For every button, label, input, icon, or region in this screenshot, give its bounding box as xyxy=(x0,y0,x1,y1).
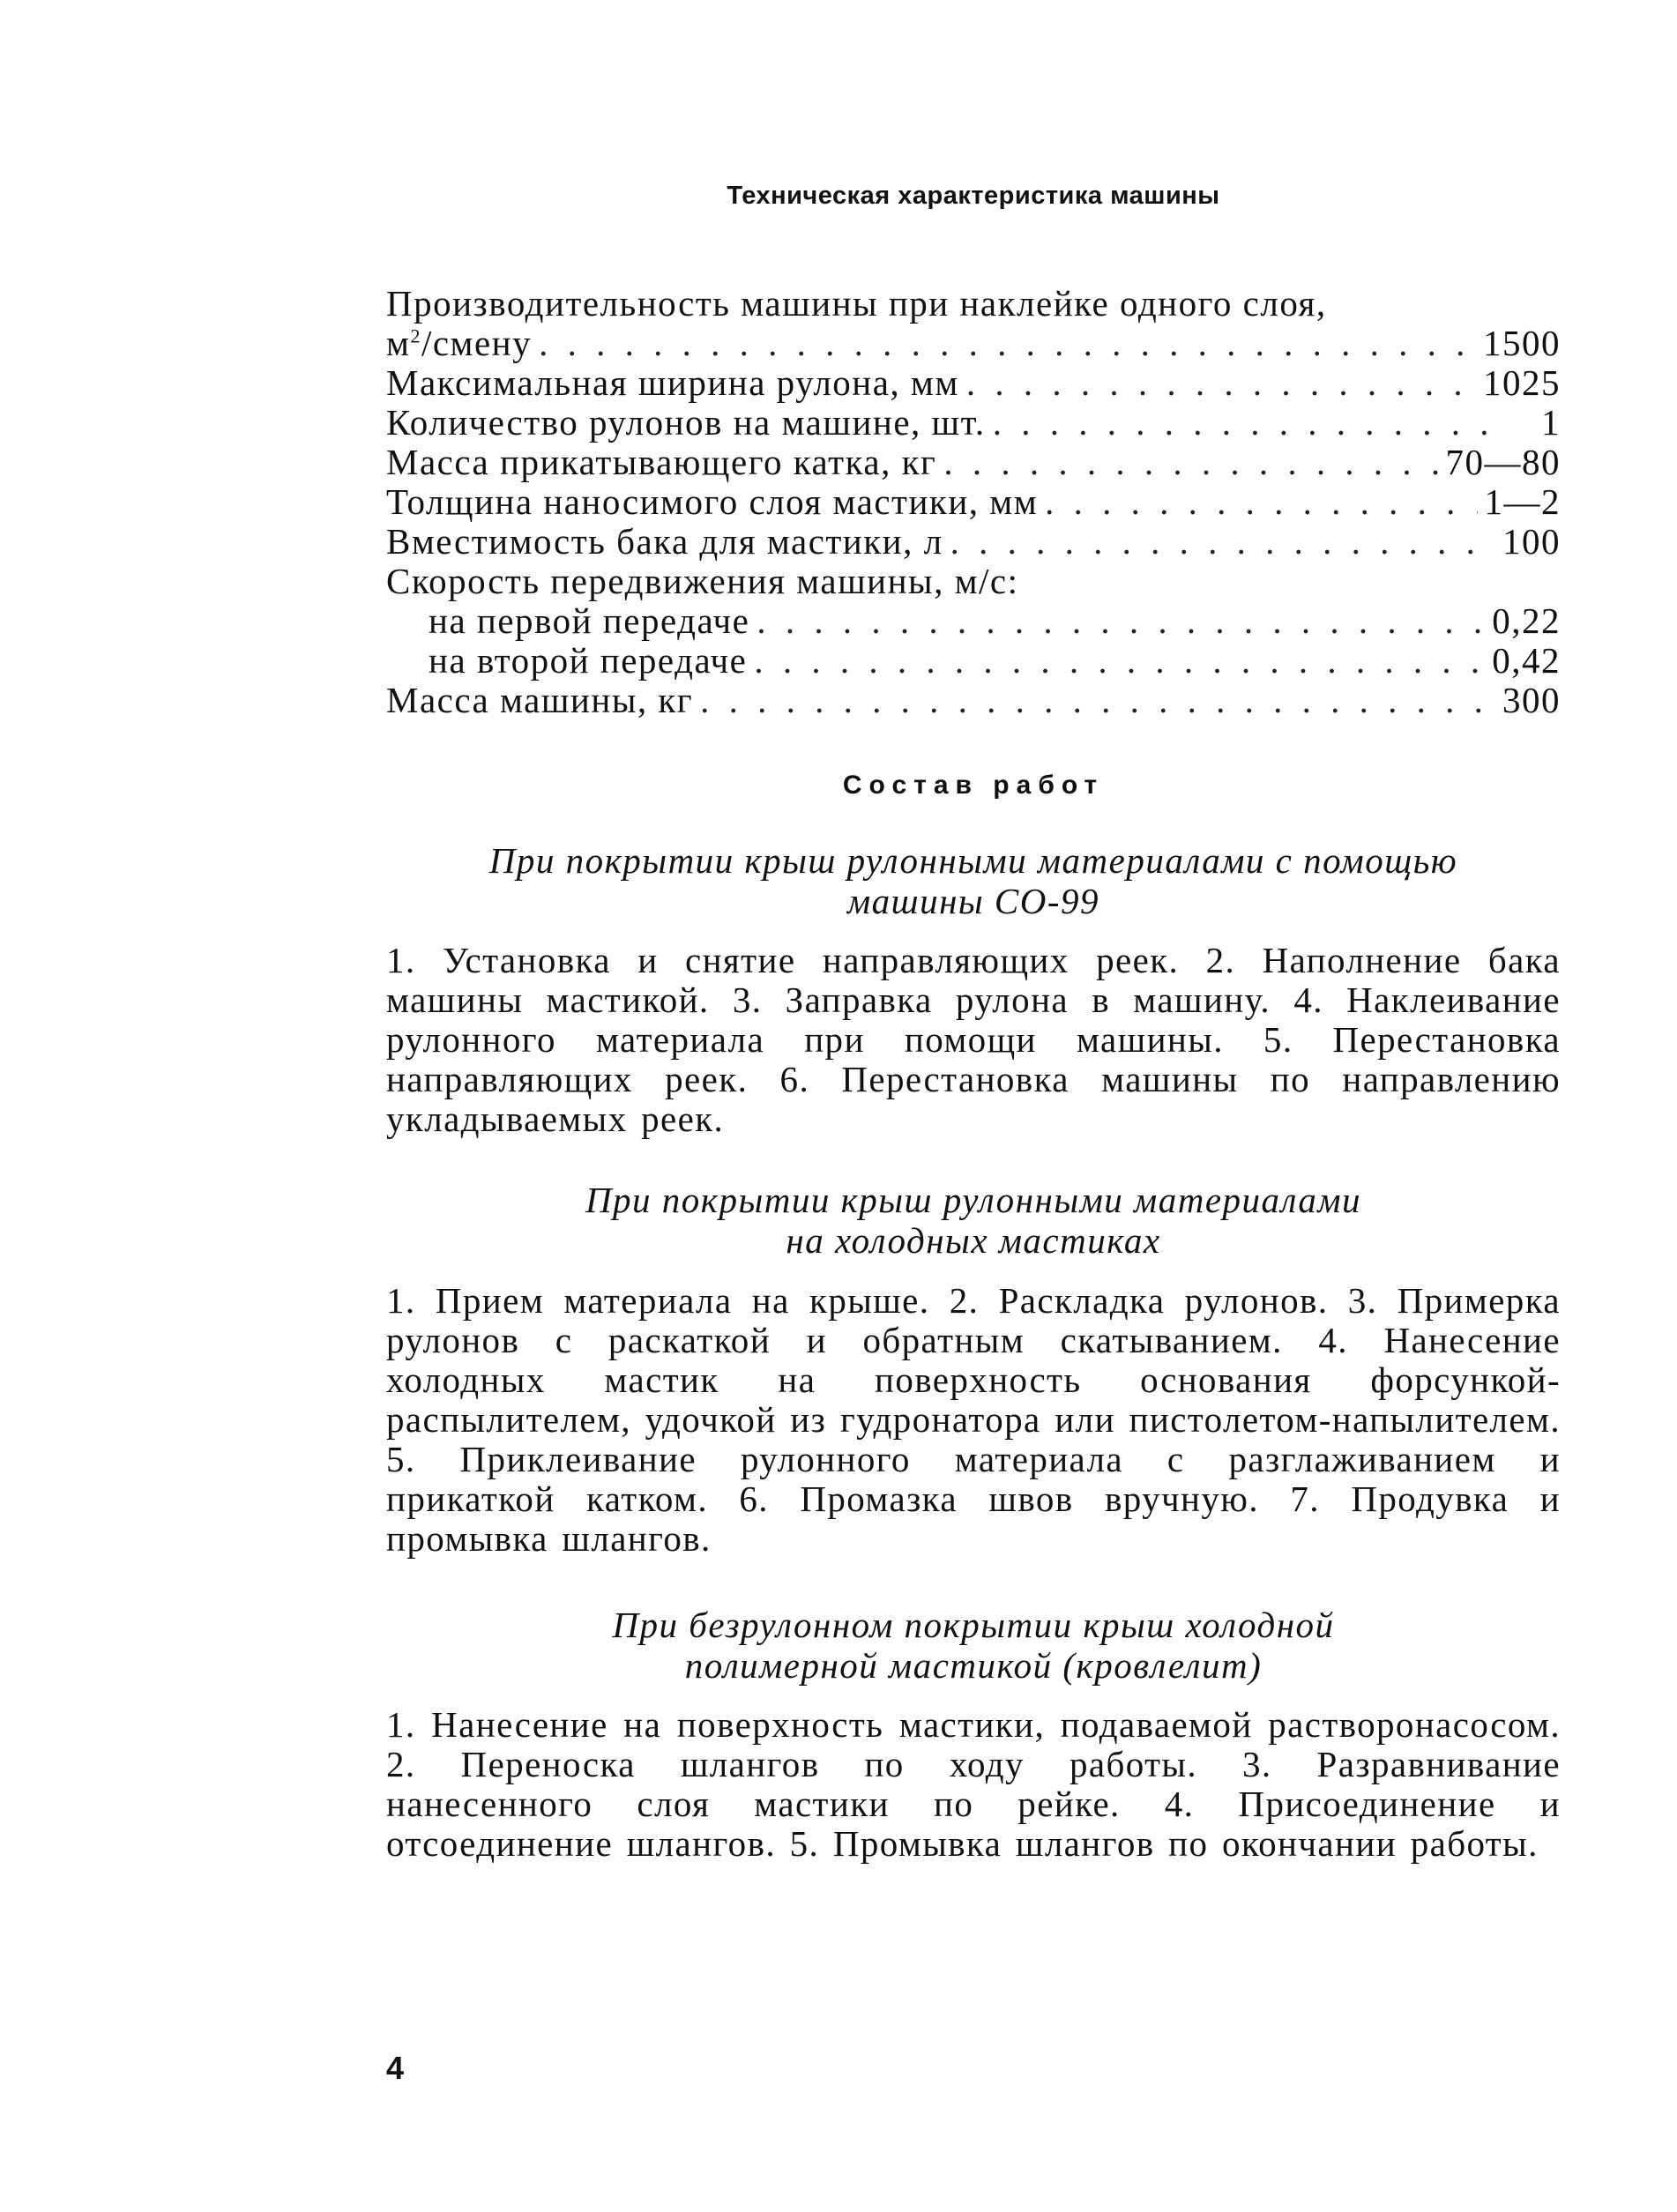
section-heading xyxy=(386,1180,1561,1261)
dot-leader xyxy=(966,363,1476,403)
spec-label: Вместимость бака для мастики, л xyxy=(386,521,943,562)
spec-row xyxy=(386,443,1561,482)
spec-speed-heading: Скорость передвижения машины, м/с: xyxy=(386,561,1019,601)
spec-label: Толщина наносимого слоя мастики, мм xyxy=(386,481,1039,522)
section-heading xyxy=(386,1605,1561,1686)
spec-value: 0,42 xyxy=(1492,640,1561,681)
spec-list xyxy=(386,284,1561,720)
document-page xyxy=(386,0,1561,2212)
dot-leader xyxy=(943,443,1438,482)
dot-leader xyxy=(993,403,1501,443)
section-heading-line: на холодных мастиках xyxy=(786,1220,1161,1261)
spec-label: Масса машины, кг xyxy=(386,680,694,720)
spec-title: Техническая характеристика машины xyxy=(727,182,1220,210)
spec-label: на первой передаче xyxy=(429,600,750,641)
spec-label: Максимальная ширина рулона, мм xyxy=(386,362,959,403)
page-number: 4 xyxy=(386,2050,405,2086)
spec-row xyxy=(386,363,1561,403)
section-heading-line: При покрытии крыш рулонными материалами xyxy=(585,1180,1362,1220)
unit-superscript: 2 xyxy=(410,324,421,347)
section-heading-line: полимерной мастикой (кровлелит) xyxy=(684,1645,1263,1686)
dot-leader xyxy=(754,641,1485,681)
spec-row-speed xyxy=(386,641,1561,681)
spec-row xyxy=(386,522,1561,562)
spec-row xyxy=(386,482,1561,522)
section-body: 1. Нанесение на поверхность мастики, подаваемой растворонасосом. 2. Переноска шлангов по ходу работы. 3. Разравнивание нанесенного слоя мастики по рейке. 4. Присоединение и отсоединение шлангов. 5. Промывка шлангов по окончании работы. xyxy=(386,1704,1561,1864)
unit-prefix: м xyxy=(386,323,411,363)
spec-value: 100 xyxy=(1502,521,1561,562)
spec-label: Масса прикатывающего катка, кг xyxy=(386,442,937,482)
section-heading-line: машины СО-99 xyxy=(846,881,1100,921)
dot-leader xyxy=(757,601,1485,641)
unit-suffix: /смену xyxy=(421,323,533,363)
dot-leader xyxy=(950,522,1495,562)
spec-value: 70—80 xyxy=(1445,442,1561,482)
section-body: 1. Прием материала на крыше. 2. Раскладка рулонов. 3. Примерка рулонов с раскаткой и обратным скатыванием. 4. Нанесение холодных мастик на поверхность основания форсункой-распылителем, удочкой из гудронатора или пистолетом-напылителем. 5. Приклеивание рулонного материала с разглаживанием и прикаткой катком. 6. Промазка швов вручную. 7. Продувка и промывка шлангов. xyxy=(386,1280,1561,1559)
spec-first-line: Производительность машины при наклейке одного слоя, xyxy=(386,283,1327,324)
dot-leader xyxy=(700,681,1495,720)
dot-leader xyxy=(539,324,1476,363)
section-heading-line: При безрулонном покрытии крыш холодной xyxy=(612,1605,1335,1645)
dot-leader xyxy=(1045,482,1477,522)
spec-row-productivity xyxy=(386,324,1561,363)
spec-label: Количество рулонов на машине, шт. xyxy=(386,402,986,443)
spec-row-mass xyxy=(386,681,1561,720)
spec-value: 1500 xyxy=(1483,323,1561,363)
spec-value: 0,22 xyxy=(1492,600,1561,641)
section-title: Состав работ xyxy=(842,771,1105,800)
spec-value: 1 xyxy=(1541,402,1561,443)
spec-row xyxy=(386,403,1561,443)
spec-value: 1025 xyxy=(1483,362,1561,403)
spec-row-speed xyxy=(386,601,1561,641)
spec-value: 300 xyxy=(1502,680,1561,720)
section-body: 1. Установка и снятие направляющих реек. 2. Наполнение бака машины мастикой. 3. Заправка рулона в машину. 4. Наклеивание рулонного материала при помощи машины. 5. Перестановка направляющих реек. 6. Перестановка машины по направлению укладываемых реек. xyxy=(386,940,1561,1139)
spec-value: 1—2 xyxy=(1484,481,1561,522)
section-heading xyxy=(386,840,1561,921)
section-heading-line: При покрытии крыш рулонными материалами с помощью xyxy=(488,840,1458,881)
spec-label xyxy=(386,324,532,363)
spec-label: на второй передаче xyxy=(429,640,748,681)
